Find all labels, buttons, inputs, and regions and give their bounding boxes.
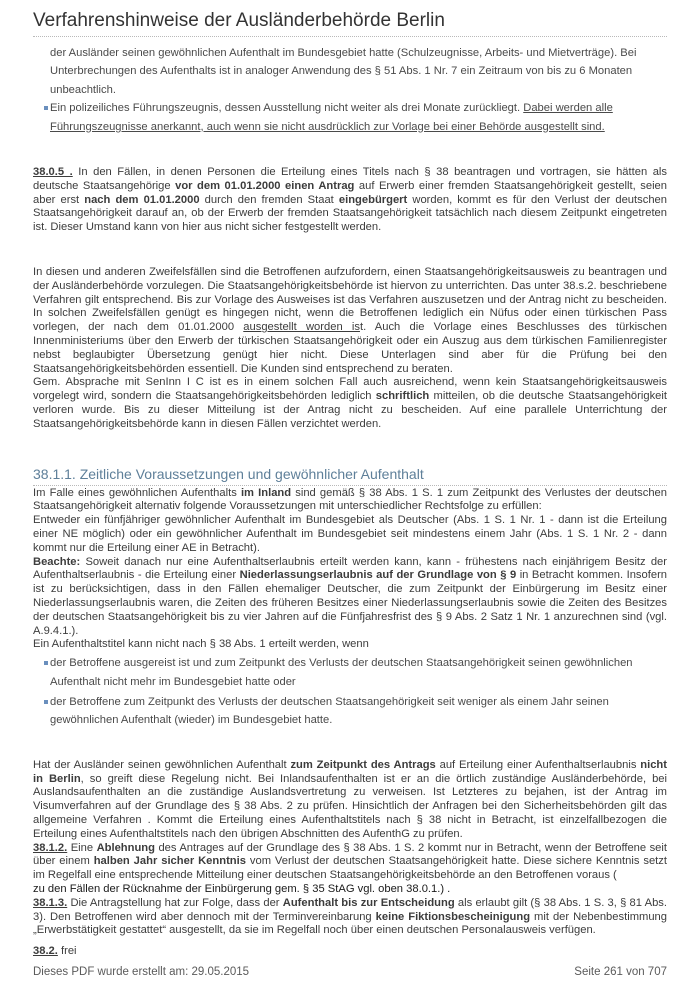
list-item: der Betroffene zum Zeitpunkt des Verlusts der deutschen Staatsangehörigkeit seit weniger als einem Jahr seinen gewöhnlichen Aufenthalt (wieder) im Bundesgebiet hatte. xyxy=(50,693,667,730)
paragraph-place-of-residence: Hat der Ausländer seinen gewöhnlichen Aufenthalt zum Zeitpunkt des Antrags auf Erteilung einer Aufenthaltserlaubnis nicht in Berlin, so greift diese Regelung nicht. Bei Inlandsaufenthalten ist er an die örtlich zuständige Ausländerbehörde, bei Auslandsaufenthalten an die zuständige Auslandsvertretung zu verweisen. Ist Letzteres zu bejahen, ist der Antrag im Visumverfahren auf der Grundlage des § 38 Abs. 2 zu prüfen. Hinsichtlich der Anfragen bei den Sicherheitsbehörden gilt das allgemeine Verfahren . Kommt die Erteilung eines Aufenthaltstitels nach § 38 nicht in Betracht, ist einzelfallbezogen die Erteilung eines Aufenthaltstitels nach den übrigen Abschnitten des AufenthG zu prüfen. 38.1.2. Eine Ablehnung des Antrages auf der Grundlage des § 38 Abs. 1 S. 2 kommt nur in Betracht, wenn der Betroffene seit über einem halben Jahr sicher Kenntnis vom Verlust der deutschen Staatsangehörigkeit hatte. Diese sichere Kenntnis setzt im Regelfall eine entsprechende Mitteilung einer deutschen Staatsangehörigkeitsbehörde an den Betroffenen voraus ( zu den Fällen der Rücknahme der Einbürgerung gem. § 35 StAG vgl. oben 38.0.1.) . 38.1.3. Die Antragstellung hat zur Folge, dass der Aufenthalt bis zur Entscheidung als erlaubt gilt (§ 38 Abs. 1 S. 3, § 81 Abs. 3). Den Betroffenen wird aber dennoch mit der Terminvereinbarung keine Fiktionsbescheinigung mit der Nebenbestimmung „Erwerbstätigkeit gestattet“ ausgestellt, da sie im Regelfall noch über einen deutschen Personalausweis verfügen. xyxy=(33,758,668,937)
paragraph-doubtful-cases: In diesen und anderen Zweifelsfällen sind die Betroffenen aufzufordern, einen Staatsangehörigkeitsausweis zu beantragen und der Ausländerbehörde vorzulegen. Die Staatsangehörigkeitsbehörde ist hiervon zu unterrichten. Das unter 38.s.2. beschriebene Verfahren gilt entsprechend. Bis zur Vorlage des Ausweises ist das Verfahren auszusetzen und der Antrag nicht zu bescheiden. In solchen Zweifelsfällen genügt es hingegen nicht, wenn die Betroffenen lediglich ein Nüfus oder einen türkischen Pass vorlegen, der nach dem 01.01.2000 ausgestellt worden ist. Auch die Vorlage eines Beschlusses des türkischen Innenministeriums über den Erwerb der türkischen Staatsangehörigkeit oder ein Auszug aus dem türkischen Familienregister nebst beglaubigter Übersetzung genügt hier nicht. Diese Unterlagen sind aber für die Prüfung bei den Staatsangehörigkeitsbehörden essentiell. Die Kunden sind entsprechend zu beraten. Gem. Absprache mit SenInn I C ist es in einem solchen Fall auch ausreichend, wenn kein Staatsangehörigkeitsausweis vorgelegt wird, sondern die Staatsangehörigkeitsbehörden lediglich schriftlich mitteilen, ob die deutsche Staatsangehörigkeit verloren wurde. Bis zu dieser Mitteilung ist der Antrag nicht zu bescheiden. Auf eine parallele Unterrichtung der Staatsangehörigkeitsbehörde kann in diesen Fällen verzichtet werden. xyxy=(33,266,668,430)
list-item: der Betroffene ausgereist ist und zum Zeitpunkt des Verlusts der deutschen Staatsangehörigkeit seinen gewöhnlichen Aufenthalt nicht mehr im Bundesgebiet hatte oder xyxy=(50,654,667,691)
created-date: Dieses PDF wurde erstellt am: 29.05.2015 xyxy=(33,966,250,978)
section-heading: 38.1.1. Zeitliche Voraussetzungen und gewöhnlicher Aufenthalt xyxy=(33,466,667,486)
list-item-continued: der Ausländer seinen gewöhnlichen Aufenthalt im Bundesgebiet hatte (Schulzeugnisse, Arbeits- und Mietverträge). Bei Unterbrechungen des Aufenthalts ist in analoger Anwendung des § 51 Abs. 1 Nr. 7 ein Zeitraum von bis zu 6 Monaten unbeachtlich. xyxy=(50,47,637,96)
bullet-icon xyxy=(44,700,48,704)
list-item: Ein polizeiliches Führungszeugnis, dessen Ausstellung nicht weiter als drei Monate zurückliegt. Dabei werden alle Führungszeugnisse anerkannt, auch wenn sie nicht ausdrücklich zur Vorlage bei einer Behörde ausgestellt sind. xyxy=(50,99,667,136)
paragraph-38-0-5: 38.0.5 . In den Fällen, in denen Personen die Erteilung eines Titels nach § 38 beantragen und vortragen, sie hätten als deutsche Staatsangehörige vor dem 01.01.2000 einen Antrag auf Erwerb einer fremden Staatsangehörigkeit gestellt, seien aber erst nach dem 01.01.2000 durch den fremden Staat eingebürgert worden, kommt es für den Verlust der deutschen Staatsangehörigkeit darauf an, ob der Erwerb der fremden Staatsangehörigkeit tatsächlich nach diesem Zeitpunkt eingetreten ist. Dieser Umstand kann von hier aus nicht sicher festgestellt werden. xyxy=(33,166,667,234)
bullet-icon xyxy=(44,106,48,110)
paragraph-38-1-1: Im Falle eines gewöhnlichen Aufenthalts im Inland sind gemäß § 38 Abs. 1 S. 1 zum Zeitpunkt des Verlustes der deutschen Staatsangehörigkeit alternativ folgende Voraussetzungen mit unterschiedlicher Rechtsfolge zu erfüllen: Entweder ein fünfjähriger gewöhnlicher Aufenthalt im Bundesgebiet als Deutscher (Abs. 1 S. 1 Nr. 1 - dann ist die Erteilung einer NE möglich) oder ein gewöhnlicher Aufenthalt im Bundesgebiet seit mindestens einem Jahr (Abs. 1 S. 1 Nr. 2 - dann kommt nur die Erteilung einer AE in Betracht). Beachte: Soweit danach nur eine Aufenthaltserlaubnis erteilt werden kann, kann - frühestens nach einjährigem Besitz der Aufenthaltserlaubnis - die Erteilung einer Niederlassungserlaubnis auf der Grundlage von § 9 in Betracht kommen. Insofern ist zu berücksichtigen, dass in den Fällen ehemaliger Deutscher, die zum Zeitpunkt der Einbürgerung im Besitz einer Niederlassungserlaubnis waren, die Zeiten des früheren Besitzes einer Niederlassungserlaubnis sowie die Zeiten des Besitzes der deutschen Staatsangehörigkeit bis zu vier Jahren auf die Fünfjahresfrist des § 9 Abs. 2 Satz 1 Nr. 1 anzurechnen sind (vgl. A.9.4.1.). Ein Aufenthaltstitel kann nicht nach § 38 Abs. 1 erteilt werden, wenn xyxy=(33,486,668,651)
page-number: Seite 261 von 707 xyxy=(574,966,667,978)
section-ref-link[interactable]: 38.1.3. xyxy=(33,896,68,909)
bullet-icon xyxy=(44,661,48,665)
exclusion-list xyxy=(33,654,667,730)
page-title: Verfahrenshinweise der Ausländerbehörde Berlin xyxy=(33,10,445,31)
requirements-list xyxy=(33,44,667,136)
page-footer xyxy=(33,966,667,978)
section-ref-link[interactable]: 38.2. xyxy=(33,945,58,958)
section-ref-link[interactable]: 38.0.5 . xyxy=(33,166,73,179)
page-header xyxy=(33,10,667,37)
section-ref-link[interactable]: 38.1.2. xyxy=(33,841,68,854)
paragraph-38-2: 38.2. frei xyxy=(33,945,77,958)
document-body xyxy=(33,44,667,959)
